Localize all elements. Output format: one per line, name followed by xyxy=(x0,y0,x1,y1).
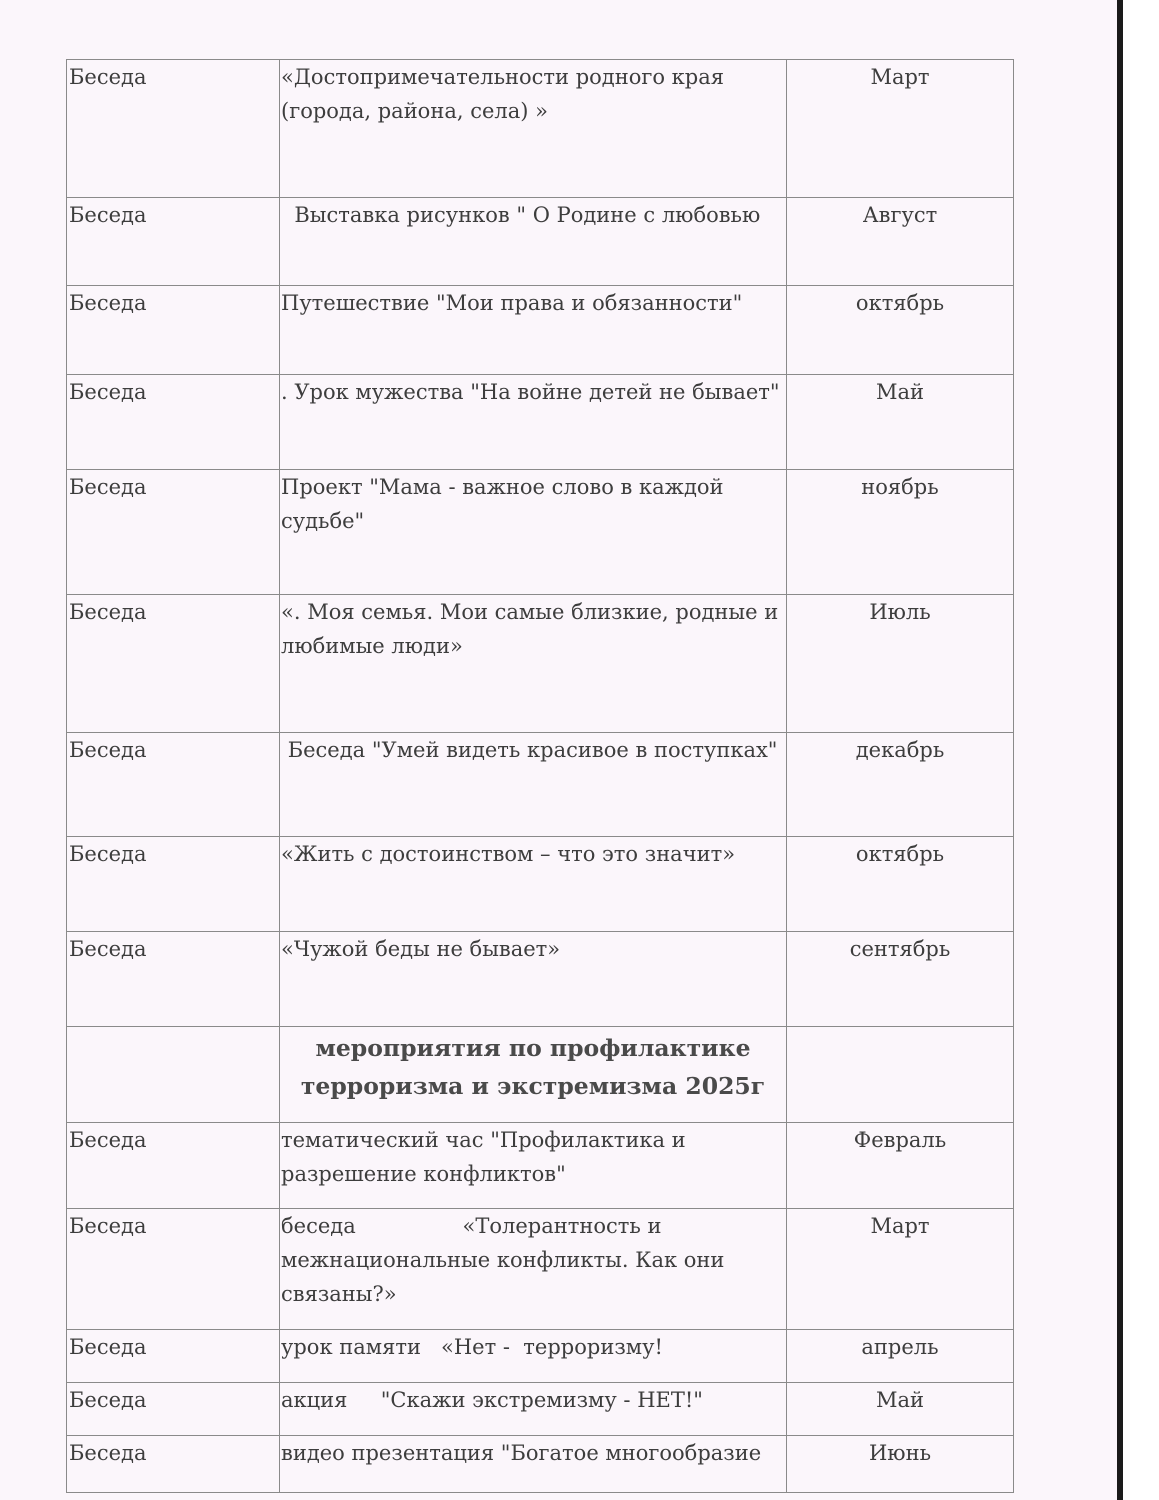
event-month-cell: октябрь xyxy=(787,837,1014,932)
event-month-cell: Март xyxy=(787,1209,1014,1330)
events-plan-table xyxy=(66,59,1014,1493)
event-month-cell: ноябрь xyxy=(787,470,1014,595)
table-row xyxy=(67,1209,1014,1330)
event-month-cell: Июнь xyxy=(787,1436,1014,1493)
section-heading: мероприятия по профилактике терроризма и экстремизма 2025г xyxy=(280,1027,787,1123)
event-type-cell: Беседа xyxy=(67,1383,280,1436)
event-type-cell: Беседа xyxy=(67,1123,280,1209)
event-title-cell: . Урок мужества "На войне детей не бывает" xyxy=(280,375,787,470)
event-month-cell: Май xyxy=(787,1383,1014,1436)
table-row xyxy=(67,60,1014,198)
event-title-cell: Выставка рисунков " О Родине с любовью xyxy=(280,198,787,286)
table-row xyxy=(67,198,1014,286)
event-type-cell: Беседа xyxy=(67,470,280,595)
empty-cell xyxy=(787,1027,1014,1123)
table-row xyxy=(67,375,1014,470)
event-title-cell: Проект "Мама - важное слово в каждой судьбе" xyxy=(280,470,787,595)
event-title-cell: урок памяти «Нет - терроризму! xyxy=(280,1330,787,1383)
event-title-cell: видео презентация "Богатое многообразие xyxy=(280,1436,787,1493)
table-row xyxy=(67,470,1014,595)
table-row xyxy=(67,932,1014,1027)
event-type-cell: Беседа xyxy=(67,1330,280,1383)
table-row xyxy=(67,1123,1014,1209)
event-type-cell: Беседа xyxy=(67,198,280,286)
event-month-cell: декабрь xyxy=(787,733,1014,837)
table-row xyxy=(67,1330,1014,1383)
table-row xyxy=(67,1383,1014,1436)
event-month-cell: Июль xyxy=(787,595,1014,733)
event-title-cell: беседа «Толерантность и межнациональные конфликты. Как они связаны?» xyxy=(280,1209,787,1330)
event-type-cell: Беседа xyxy=(67,837,280,932)
event-month-cell: Март xyxy=(787,60,1014,198)
event-type-cell: Беседа xyxy=(67,932,280,1027)
section-heading-row xyxy=(67,1027,1014,1123)
event-title-cell: акция "Скажи экстремизму - НЕТ!" xyxy=(280,1383,787,1436)
event-title-cell: тематический час "Профилактика и разрешение конфликтов" xyxy=(280,1123,787,1209)
event-month-cell: Май xyxy=(787,375,1014,470)
table-row xyxy=(67,733,1014,837)
event-month-cell: Февраль xyxy=(787,1123,1014,1209)
scan-margin xyxy=(1123,0,1159,1500)
event-title-cell: «. Моя семья. Мои самые близкие, родные и любимые люди» xyxy=(280,595,787,733)
table-row xyxy=(67,1436,1014,1493)
event-title-cell: «Жить с достоинством – что это значит» xyxy=(280,837,787,932)
table-row xyxy=(67,837,1014,932)
event-month-cell: октябрь xyxy=(787,286,1014,375)
event-type-cell: Беседа xyxy=(67,1436,280,1493)
event-title-cell: Беседа "Умей видеть красивое в поступках" xyxy=(280,733,787,837)
table-row xyxy=(67,595,1014,733)
empty-cell xyxy=(67,1027,280,1123)
event-month-cell: Август xyxy=(787,198,1014,286)
event-type-cell: Беседа xyxy=(67,595,280,733)
event-type-cell: Беседа xyxy=(67,286,280,375)
event-type-cell: Беседа xyxy=(67,1209,280,1330)
event-month-cell: апрель xyxy=(787,1330,1014,1383)
event-type-cell: Беседа xyxy=(67,733,280,837)
event-title-cell: Путешествие "Мои права и обязанности" xyxy=(280,286,787,375)
event-type-cell: Беседа xyxy=(67,375,280,470)
event-month-cell: сентябрь xyxy=(787,932,1014,1027)
event-title-cell: «Чужой беды не бывает» xyxy=(280,932,787,1027)
table-row xyxy=(67,286,1014,375)
event-title-cell: «Достопримечательности родного края (города, района, села) » xyxy=(280,60,787,198)
event-type-cell: Беседа xyxy=(67,60,280,198)
